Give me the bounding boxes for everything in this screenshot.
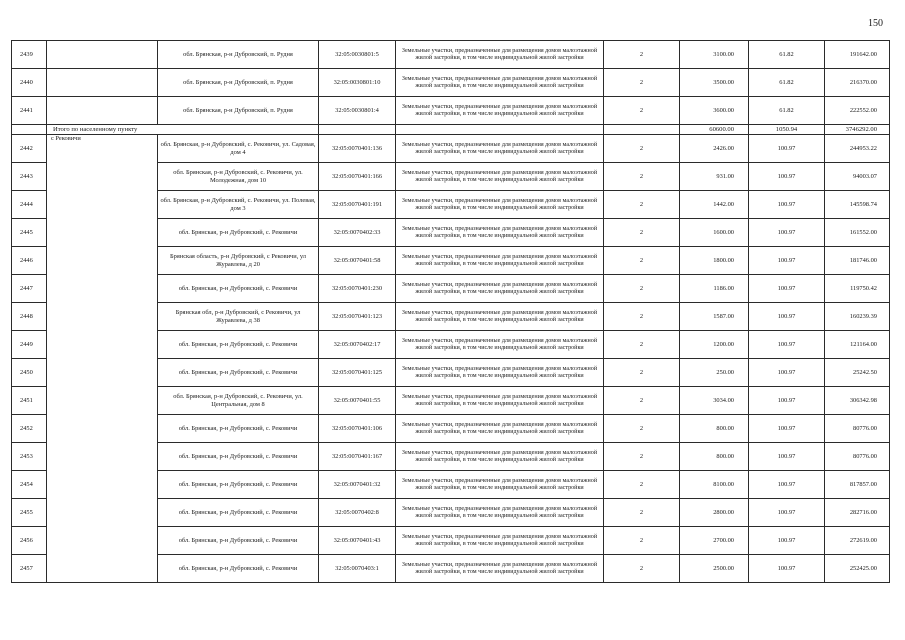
row-number: 2451 [12, 387, 47, 415]
address-cell: обл. Брянская, р-н Дубровский, с. Рековичи [158, 219, 319, 247]
cadastral-number-cell: 32:05:0070401:106 [319, 415, 396, 443]
category-code-cell: 2 [604, 331, 680, 359]
cadastral-number-cell: 32:05:0030801:4 [319, 97, 396, 125]
area-cell: 1600.00 [680, 219, 749, 247]
category-code-cell: 2 [604, 135, 680, 163]
cadastral-value-cell: 272619.00 [825, 527, 890, 555]
address-cell: обл. Брянская, р-н Дубровский, с. Рековичи, ул. Садовая, дом 4 [158, 135, 319, 163]
category-code-cell: 2 [604, 499, 680, 527]
locality-name: с Рековичи [47, 135, 158, 583]
cadastral-number-cell: 32:05:0070402:33 [319, 219, 396, 247]
cadastral-value-cell: 94003.07 [825, 163, 890, 191]
cadastral-number-cell: 32:05:0070403:1 [319, 555, 396, 583]
address-cell: обл. Брянская, р-н Дубровский, с. Рековичи, ул. Центральная, дом 8 [158, 387, 319, 415]
category-code-cell: 2 [604, 415, 680, 443]
address-cell: обл. Брянская, р-н Дубровский, с. Рековичи [158, 415, 319, 443]
subtotal-area: 60600.00 [680, 125, 749, 135]
cadastral-value-cell: 216370.00 [825, 69, 890, 97]
area-cell: 2700.00 [680, 527, 749, 555]
category-code-cell: 2 [604, 471, 680, 499]
land-use-cell: Земельные участки, предназначенные для размещения домов малоэтажной жилой застройки, в том числе индивидуальной жилой застройки [396, 415, 604, 443]
category-code-cell: 2 [604, 69, 680, 97]
specific-value-cell: 100.97 [749, 499, 825, 527]
locality-cell [47, 69, 158, 97]
land-use-cell: Земельные участки, предназначенные для размещения домов малоэтажной жилой застройки, в том числе индивидуальной жилой застройки [396, 97, 604, 125]
address-cell: обл. Брянская, р-н Дубровский, с. Рековичи [158, 331, 319, 359]
category-code-cell: 2 [604, 247, 680, 275]
cadastral-number-cell: 32:05:0070401:123 [319, 303, 396, 331]
specific-value-cell: 61.82 [749, 97, 825, 125]
locality-cell [47, 97, 158, 125]
row-number: 2455 [12, 499, 47, 527]
cadastral-value-cell: 252425.00 [825, 555, 890, 583]
subtotal-empty-cell [319, 125, 396, 135]
area-cell: 2500.00 [680, 555, 749, 583]
row-number: 2449 [12, 331, 47, 359]
area-cell: 3500.00 [680, 69, 749, 97]
area-cell: 1186.00 [680, 275, 749, 303]
address-cell: обл. Брянская, р-н Дубровский, с. Рековичи [158, 555, 319, 583]
cadastral-value-cell: 306342.98 [825, 387, 890, 415]
cadastral-value-cell: 181746.00 [825, 247, 890, 275]
land-use-cell: Земельные участки, предназначенные для размещения домов малоэтажной жилой застройки, в том числе индивидуальной жилой застройки [396, 359, 604, 387]
area-cell: 1587.00 [680, 303, 749, 331]
row-number: 2454 [12, 471, 47, 499]
land-use-cell: Земельные участки, предназначенные для размещения домов малоэтажной жилой застройки, в том числе индивидуальной жилой застройки [396, 275, 604, 303]
specific-value-cell: 100.97 [749, 415, 825, 443]
row-number: 2439 [12, 41, 47, 69]
row-number: 2445 [12, 219, 47, 247]
cadastral-number-cell: 32:05:0070401:58 [319, 247, 396, 275]
area-cell: 3600.00 [680, 97, 749, 125]
specific-value-cell: 61.82 [749, 69, 825, 97]
cadastral-number-cell: 32:05:0070401:166 [319, 163, 396, 191]
land-use-cell: Земельные участки, предназначенные для размещения домов малоэтажной жилой застройки, в том числе индивидуальной жилой застройки [396, 387, 604, 415]
cadastral-value-cell: 222552.00 [825, 97, 890, 125]
specific-value-cell: 61.82 [749, 41, 825, 69]
row-number: 2447 [12, 275, 47, 303]
specific-value-cell: 100.97 [749, 219, 825, 247]
cadastral-value-table [11, 40, 890, 583]
row-number: 2443 [12, 163, 47, 191]
address-cell: обл. Брянская, р-н Дубровский, с. Рековичи [158, 443, 319, 471]
table-body [12, 41, 890, 583]
row-number: 2448 [12, 303, 47, 331]
land-use-cell: Земельные участки, предназначенные для размещения домов малоэтажной жилой застройки, в том числе индивидуальной жилой застройки [396, 527, 604, 555]
cadastral-value-cell: 121164.00 [825, 331, 890, 359]
category-code-cell: 2 [604, 163, 680, 191]
cadastral-value-cell: 80776.00 [825, 415, 890, 443]
land-use-cell: Земельные участки, предназначенные для размещения домов малоэтажной жилой застройки, в том числе индивидуальной жилой застройки [396, 191, 604, 219]
category-code-cell: 2 [604, 275, 680, 303]
specific-value-cell: 100.97 [749, 135, 825, 163]
area-cell: 1800.00 [680, 247, 749, 275]
specific-value-cell: 100.97 [749, 471, 825, 499]
row-number: 2441 [12, 97, 47, 125]
address-cell: обл. Брянская, р-н Дубровский, с. Рековичи [158, 275, 319, 303]
specific-value-cell: 100.97 [749, 527, 825, 555]
area-cell: 250.00 [680, 359, 749, 387]
row-number: 2453 [12, 443, 47, 471]
cadastral-number-cell: 32:05:0070401:191 [319, 191, 396, 219]
cadastral-value-cell: 191642.00 [825, 41, 890, 69]
land-use-cell: Земельные участки, предназначенные для размещения домов малоэтажной жилой застройки, в том числе индивидуальной жилой застройки [396, 499, 604, 527]
cadastral-number-cell: 32:05:0070401:32 [319, 471, 396, 499]
area-cell: 3100.00 [680, 41, 749, 69]
specific-value-cell: 100.97 [749, 387, 825, 415]
specific-value-cell: 100.97 [749, 163, 825, 191]
specific-value-cell: 100.97 [749, 331, 825, 359]
subtotal-empty-cell [604, 125, 680, 135]
land-use-cell: Земельные участки, предназначенные для размещения домов малоэтажной жилой застройки, в том числе индивидуальной жилой застройки [396, 331, 604, 359]
category-code-cell: 2 [604, 527, 680, 555]
address-cell: обл. Брянская, р-н Дубровский, п. Рудня [158, 97, 319, 125]
specific-value-cell: 100.97 [749, 443, 825, 471]
cadastral-value-cell: 160239.39 [825, 303, 890, 331]
land-use-cell: Земельные участки, предназначенные для размещения домов малоэтажной жилой застройки, в том числе индивидуальной жилой застройки [396, 135, 604, 163]
area-cell: 800.00 [680, 415, 749, 443]
subtotal-num-cell [12, 125, 47, 135]
cadastral-number-cell: 32:05:0070401:136 [319, 135, 396, 163]
cadastral-value-cell: 80776.00 [825, 443, 890, 471]
address-cell: обл. Брянская, р-н Дубровский, с. Рековичи [158, 527, 319, 555]
row-number: 2444 [12, 191, 47, 219]
row-number: 2450 [12, 359, 47, 387]
row-number: 2457 [12, 555, 47, 583]
area-cell: 2800.00 [680, 499, 749, 527]
address-cell: обл. Брянская, р-н Дубровский, п. Рудня [158, 41, 319, 69]
cadastral-value-cell: 25242.50 [825, 359, 890, 387]
row-number: 2452 [12, 415, 47, 443]
table-row [12, 135, 890, 163]
row-number: 2440 [12, 69, 47, 97]
address-cell: обл. Брянская, р-н Дубровский, п. Рудня [158, 69, 319, 97]
category-code-cell: 2 [604, 41, 680, 69]
row-number: 2446 [12, 247, 47, 275]
cadastral-number-cell: 32:05:0070402:17 [319, 331, 396, 359]
land-use-cell: Земельные участки, предназначенные для размещения домов малоэтажной жилой застройки, в том числе индивидуальной жилой застройки [396, 303, 604, 331]
address-cell: обл. Брянская, р-н Дубровский, с. Рековичи [158, 471, 319, 499]
row-number: 2456 [12, 527, 47, 555]
category-code-cell: 2 [604, 443, 680, 471]
specific-value-cell: 100.97 [749, 247, 825, 275]
area-cell: 1200.00 [680, 331, 749, 359]
area-cell: 931.00 [680, 163, 749, 191]
cadastral-value-cell: 244953.22 [825, 135, 890, 163]
cadastral-number-cell: 32:05:0070402:8 [319, 499, 396, 527]
land-use-cell: Земельные участки, предназначенные для размещения домов малоэтажной жилой застройки, в том числе индивидуальной жилой застройки [396, 471, 604, 499]
table-row [12, 41, 890, 69]
address-cell: обл. Брянская, р-н Дубровский, с. Рековичи, ул. Полевая, дом 3 [158, 191, 319, 219]
land-use-cell: Земельные участки, предназначенные для размещения домов малоэтажной жилой застройки, в том числе индивидуальной жилой застройки [396, 555, 604, 583]
area-cell: 800.00 [680, 443, 749, 471]
cadastral-number-cell: 32:05:0070401:43 [319, 527, 396, 555]
category-code-cell: 2 [604, 359, 680, 387]
land-use-cell: Земельные участки, предназначенные для размещения домов малоэтажной жилой застройки, в том числе индивидуальной жилой застройки [396, 41, 604, 69]
cadastral-value-cell: 119750.42 [825, 275, 890, 303]
address-cell: обл. Брянская, р-н Дубровский, с. Рековичи, ул. Молодежная, дом 10 [158, 163, 319, 191]
specific-value-cell: 100.97 [749, 303, 825, 331]
category-code-cell: 2 [604, 219, 680, 247]
address-cell: обл. Брянская, р-н Дубровский, с. Рековичи [158, 359, 319, 387]
subtotal-empty-cell [396, 125, 604, 135]
land-use-cell: Земельные участки, предназначенные для размещения домов малоэтажной жилой застройки, в том числе индивидуальной жилой застройки [396, 69, 604, 97]
category-code-cell: 2 [604, 191, 680, 219]
area-cell: 2426.00 [680, 135, 749, 163]
cadastral-number-cell: 32:05:0030801:5 [319, 41, 396, 69]
land-use-cell: Земельные участки, предназначенные для размещения домов малоэтажной жилой застройки, в том числе индивидуальной жилой застройки [396, 163, 604, 191]
category-code-cell: 2 [604, 387, 680, 415]
page-number: 150 [868, 18, 883, 29]
specific-value-cell: 100.97 [749, 191, 825, 219]
cadastral-number-cell: 32:05:0030801:10 [319, 69, 396, 97]
cadastral-value-cell: 161552.00 [825, 219, 890, 247]
cadastral-number-cell: 32:05:0070401:230 [319, 275, 396, 303]
cadastral-value-cell: 817857.00 [825, 471, 890, 499]
cadastral-value-cell: 145598.74 [825, 191, 890, 219]
address-cell: Брянская область, р-н Дубровский, с Рековичи, ул Журавлева, д 20 [158, 247, 319, 275]
cadastral-number-cell: 32:05:0070401:55 [319, 387, 396, 415]
land-use-cell: Земельные участки, предназначенные для размещения домов малоэтажной жилой застройки, в том числе индивидуальной жилой застройки [396, 247, 604, 275]
specific-value-cell: 100.97 [749, 555, 825, 583]
subtotal-label: Итого по населенному пункту [47, 125, 319, 135]
category-code-cell: 2 [604, 97, 680, 125]
category-code-cell: 2 [604, 555, 680, 583]
address-cell: обл. Брянская, р-н Дубровский, с. Рековичи [158, 499, 319, 527]
specific-value-cell: 100.97 [749, 275, 825, 303]
address-cell: Брянская обл, р-н Дубровский, с Рековичи, ул Журавлева, д 38 [158, 303, 319, 331]
subtotal-rate: 1050.94 [749, 125, 825, 135]
area-cell: 3034.00 [680, 387, 749, 415]
cadastral-number-cell: 32:05:0070401:167 [319, 443, 396, 471]
subtotal-row [12, 125, 890, 135]
cadastral-value-cell: 282716.00 [825, 499, 890, 527]
land-use-cell: Земельные участки, предназначенные для размещения домов малоэтажной жилой застройки, в том числе индивидуальной жилой застройки [396, 443, 604, 471]
category-code-cell: 2 [604, 303, 680, 331]
area-cell: 1442.00 [680, 191, 749, 219]
table-row [12, 69, 890, 97]
cadastral-number-cell: 32:05:0070401:125 [319, 359, 396, 387]
specific-value-cell: 100.97 [749, 359, 825, 387]
locality-cell [47, 41, 158, 69]
row-number: 2442 [12, 135, 47, 163]
land-use-cell: Земельные участки, предназначенные для размещения домов малоэтажной жилой застройки, в том числе индивидуальной жилой застройки [396, 219, 604, 247]
table-row [12, 97, 890, 125]
subtotal-cost: 3746292.00 [825, 125, 890, 135]
area-cell: 8100.00 [680, 471, 749, 499]
